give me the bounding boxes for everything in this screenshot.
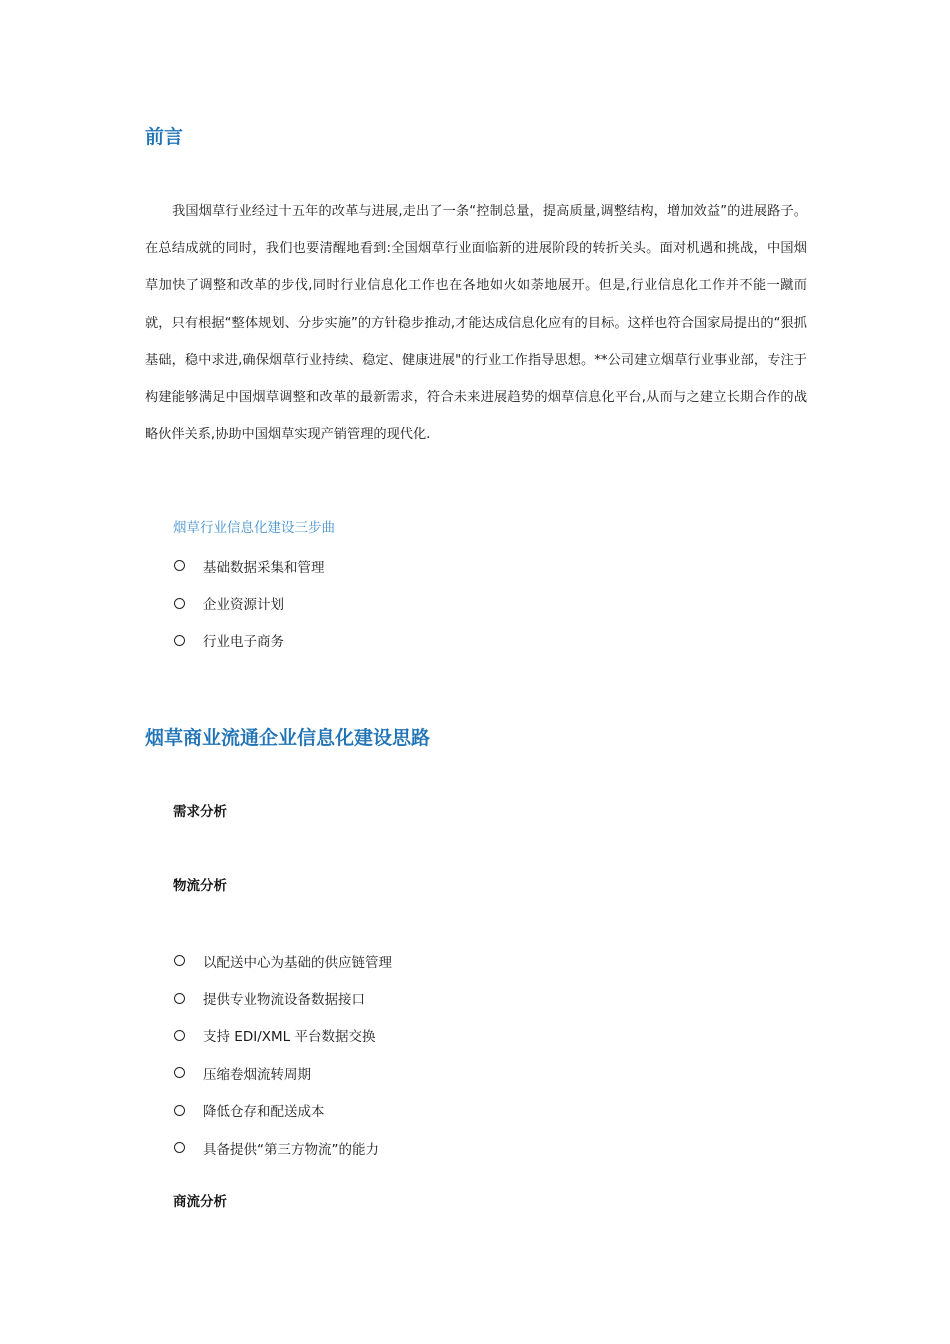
three-steps-list bbox=[173, 547, 325, 659]
list-item bbox=[173, 979, 392, 1016]
demand-analysis-heading: 需求分析 bbox=[173, 804, 227, 820]
list-item bbox=[173, 1054, 392, 1091]
hollow-circle-icon bbox=[174, 635, 185, 646]
approach-heading: 烟草商业流通企业信息化建设思路 bbox=[145, 727, 431, 749]
logistics-analysis-heading: 物流分析 bbox=[173, 878, 227, 894]
preface-paragraph: 我国烟草行业经过十五年的改革与进展,走出了一条“控制总量，提高质量,调整结构，增加效益”的进展路子。在总结成就的同时，我们也要清醒地看到:全国烟草行业面临新的进展阶段的转折关头。面对机遇和挑战，中国烟草加快了调整和改革的步伐,同时行业信息化工作也在各地如火如荼地展开。但是,行业信息化工作并不能一蹴而就，只有根据“整体规划、分步实施”的方针稳步推动,才能达成信息化应有的目标。这样也符合国家局提出的“狠抓基础，稳中求进,确保烟草行业持续、稳定、健康进展"的行业工作指导思想。**公司建立烟草行业事业部，专注于构建能够满足中国烟草调整和改革的最新需求，符合未来进展趋势的烟草信息化平台,从而与之建立长期合作的战略伙伴关系,协助中国烟草实现产销管理的现代化. bbox=[145, 204, 807, 443]
list-item-label: 企业资源计划 bbox=[203, 597, 284, 614]
hollow-circle-icon bbox=[174, 955, 185, 966]
list-item bbox=[173, 1129, 392, 1166]
three-steps-heading: 烟草行业信息化建设三步曲 bbox=[173, 520, 335, 536]
hollow-circle-icon bbox=[174, 1067, 185, 1078]
list-item bbox=[173, 547, 325, 584]
preface-heading: 前言 bbox=[145, 126, 184, 148]
list-item-label: 基础数据采集和管理 bbox=[203, 559, 325, 576]
list-item bbox=[173, 1017, 392, 1054]
hollow-circle-icon bbox=[174, 993, 185, 1004]
list-item bbox=[173, 942, 392, 979]
list-item-label: 具备提供“第三方物流”的能力 bbox=[203, 1141, 379, 1158]
list-item-label: 压缩卷烟流转周期 bbox=[203, 1066, 311, 1083]
list-item-label: 支持 EDI/XML 平台数据交换 bbox=[203, 1029, 376, 1046]
list-item bbox=[173, 584, 325, 621]
list-item-label: 提供专业物流设备数据接口 bbox=[203, 992, 365, 1009]
hollow-circle-icon bbox=[174, 1105, 185, 1116]
list-item bbox=[173, 622, 325, 659]
hollow-circle-icon bbox=[174, 1142, 185, 1153]
hollow-circle-icon bbox=[174, 1030, 185, 1041]
list-item-label: 以配送中心为基础的供应链管理 bbox=[203, 954, 392, 971]
hollow-circle-icon bbox=[174, 598, 185, 609]
commerce-analysis-heading: 商流分析 bbox=[173, 1194, 227, 1210]
list-item-label: 降低仓存和配送成本 bbox=[203, 1104, 325, 1121]
list-item-label: 行业电子商务 bbox=[203, 634, 284, 651]
logistics-list bbox=[173, 942, 392, 1166]
list-item bbox=[173, 1092, 392, 1129]
hollow-circle-icon bbox=[174, 560, 185, 571]
